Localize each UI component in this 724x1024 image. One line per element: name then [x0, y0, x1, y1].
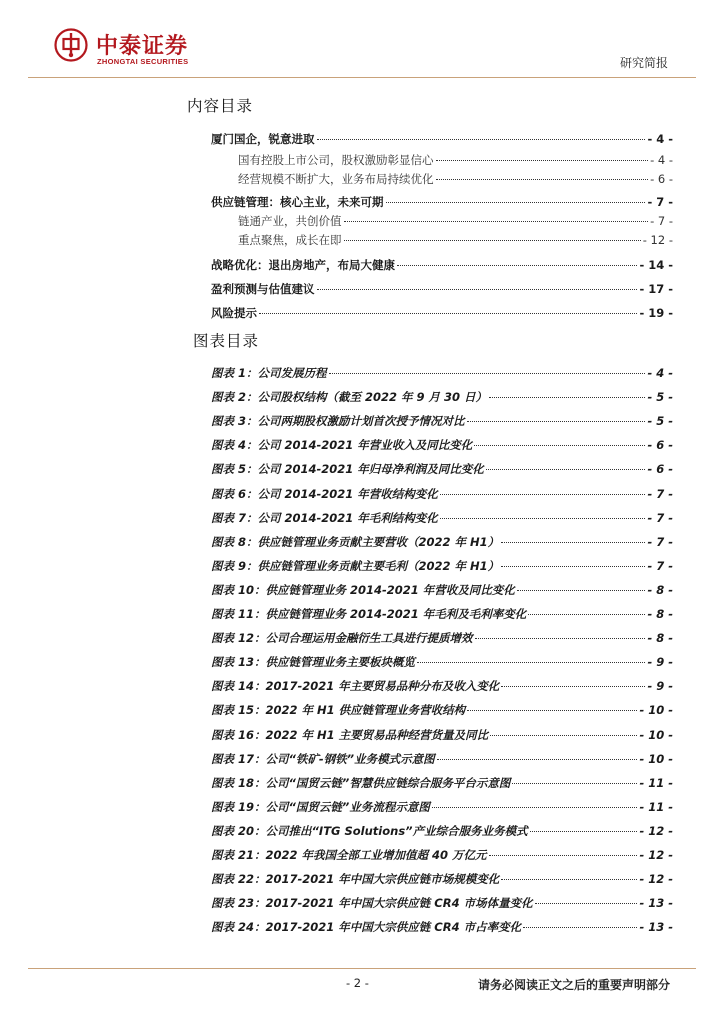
figure-item-page: - 7 - [647, 510, 673, 525]
toc-item-label: 盈利预测与估值建议 [211, 282, 315, 296]
figure-item-label: 图表 24：2017-2021 年中国大宗供应链 CR4 市占率变化 [211, 920, 522, 935]
dot-leader [467, 710, 637, 711]
figure-item-label: 图表 6：公司 2014-2021 年营收结构变化 [211, 486, 438, 501]
figure-item-page: - 13 - [639, 896, 673, 911]
toc-item[interactable] [211, 131, 673, 147]
toc-item[interactable] [211, 305, 673, 321]
figure-item-page: - 10 - [639, 703, 673, 718]
figure-item[interactable] [211, 486, 673, 502]
toc-title: 内容目录 [187, 97, 254, 115]
toc-item[interactable] [238, 213, 673, 229]
figure-item-label: 图表 4：公司 2014-2021 年营业收入及同比变化 [211, 438, 473, 453]
toc-item-page: - 6 - [650, 172, 673, 186]
figure-item-page: - 10 - [639, 751, 673, 766]
figure-item-label: 图表 1：公司发展历程 [211, 366, 327, 380]
toc-item[interactable] [238, 232, 673, 248]
figure-item-label: 图表 9：供应链管理业务贡献主要毛利（2022 年 H1） [211, 558, 500, 573]
figure-item-label: 图表 10：供应链管理业务 2014-2021 年营收及同比变化 [211, 582, 515, 597]
figure-item-label: 图表 5：公司 2014-2021 年归母净利润及同比变化 [211, 462, 484, 477]
dot-leader [329, 373, 646, 374]
toc-item-label: 经营规模不断扩大，业务布局持续优化 [238, 172, 434, 186]
figure-item-page: - 9 - [647, 679, 673, 694]
brand-name-en: ZHONGTAI SECURITIES [97, 57, 189, 66]
page-number: - 2 - [346, 976, 369, 990]
figure-item-label: 图表 22：2017-2021 年中国大宗供应链市场规模变化 [211, 872, 500, 887]
dot-leader [432, 807, 638, 808]
toc-item-label: 风险提示 [211, 306, 257, 320]
figure-item-page: - 8 - [647, 631, 673, 646]
figure-item[interactable] [211, 389, 673, 405]
toc-item-page: - 19 - [639, 306, 673, 320]
dot-leader [437, 759, 638, 760]
dot-leader [259, 313, 637, 314]
figure-item[interactable] [211, 461, 673, 477]
dot-leader [501, 566, 645, 567]
toc-item-label: 链通产业，共创价值 [238, 214, 342, 228]
figure-item-label: 图表 11：供应链管理业务 2014-2021 年毛利及毛利率变化 [211, 607, 527, 621]
figure-item-page: - 8 - [647, 607, 673, 621]
figure-item-page: - 6 - [647, 438, 673, 453]
figure-item-label: 图表 8：供应链管理业务贡献主要营收（2022 年 H1） [211, 534, 500, 549]
figure-item[interactable] [211, 510, 673, 526]
figure-item[interactable] [211, 654, 673, 670]
toc-item-page: - 7 - [650, 214, 673, 228]
figure-item-label: 图表 2：公司股权结构（截至 2022 年 9 月 30 日） [211, 390, 488, 405]
dot-leader [474, 445, 645, 446]
figure-item-page: - 11 - [639, 775, 673, 790]
figure-item-page: - 7 - [647, 534, 673, 549]
dot-leader [501, 686, 645, 687]
toc-item-page: - 4 - [647, 132, 673, 146]
figure-item[interactable] [211, 365, 673, 381]
footer-divider [28, 968, 696, 969]
figure-item-label: 图表 13：供应链管理业务主要板块概览 [211, 655, 416, 670]
figure-item[interactable] [211, 413, 673, 429]
dot-leader [440, 518, 646, 519]
dot-leader [528, 614, 645, 615]
figure-item-page: - 11 - [639, 799, 673, 814]
figure-item-page: - 12 - [639, 872, 673, 887]
dot-leader [501, 879, 637, 880]
toc-item-page: - 12 - [642, 233, 673, 247]
zhongtai-logo-icon [54, 28, 88, 62]
dot-leader [317, 289, 638, 290]
figure-item-label: 图表 7：公司 2014-2021 年毛利结构变化 [211, 510, 438, 525]
figure-item-page: - 5 - [647, 390, 673, 405]
figure-item-page: - 7 - [647, 486, 673, 501]
figure-item[interactable] [211, 558, 673, 574]
figure-item[interactable] [211, 919, 673, 935]
figure-item-label: 图表 18：公司“国贸云链”智慧供应链综合服务平台示意图 [211, 775, 511, 790]
figure-item-page: - 12 - [639, 823, 673, 838]
toc-item-page: - 7 - [647, 195, 673, 209]
dot-leader [501, 542, 645, 543]
figure-item-label: 图表 19：公司“国贸云链”业务流程示意图 [211, 799, 430, 814]
figure-item-page: - 10 - [639, 727, 673, 742]
figure-item-label: 图表 3：公司两期股权激励计划首次授予情况对比 [211, 414, 465, 429]
dot-leader [436, 179, 649, 180]
dot-leader [486, 469, 646, 470]
figure-item-page: - 7 - [647, 558, 673, 573]
figure-item-label: 图表 12：公司合理运用金融衍生工具进行提质增效 [211, 631, 473, 646]
dot-leader [436, 160, 649, 161]
toc-item-page: - 17 - [639, 282, 673, 296]
figure-item[interactable] [211, 702, 673, 718]
figure-item-page: - 5 - [647, 414, 673, 429]
figure-item[interactable] [211, 727, 673, 743]
toc-item-page: - 14 - [639, 258, 673, 272]
toc-item-page: - 4 - [650, 153, 673, 167]
figure-item-label: 图表 21：2022 年我国全部工业增加值超 40 万亿元 [211, 848, 487, 862]
figure-item-page: - 6 - [647, 462, 673, 477]
figure-item[interactable] [211, 751, 673, 767]
figure-item[interactable] [211, 871, 673, 887]
figure-item-page: - 9 - [647, 655, 673, 670]
figure-item-page: - 4 - [647, 366, 673, 380]
figure-item-page: - 12 - [639, 848, 673, 862]
toc-item-label: 供应链管理：核心主业，未来可期 [211, 195, 384, 209]
toc-item-label: 战略优化：退出房地产，布局大健康 [211, 258, 395, 272]
figures-title: 图表目录 [193, 332, 260, 350]
figure-item-page: - 13 - [639, 920, 673, 935]
dot-leader [467, 421, 646, 422]
dot-leader [517, 590, 646, 591]
dot-leader [490, 735, 637, 736]
brand-name-cn: 中泰证券 [96, 34, 189, 59]
page-header [0, 0, 724, 80]
dot-leader [386, 202, 646, 203]
toc-item-label: 厦门国企，锐意进取 [211, 132, 315, 146]
dot-leader [417, 662, 645, 663]
dot-leader [489, 397, 645, 398]
dot-leader [523, 927, 637, 928]
footer-disclaimer: 请务必阅读正文之后的重要声明部分 [477, 978, 670, 992]
document-type: 研究简报 [619, 56, 668, 70]
dot-leader [440, 494, 646, 495]
figure-item[interactable] [211, 437, 673, 453]
dot-leader [344, 240, 641, 241]
figure-item[interactable] [211, 895, 673, 911]
toc-item[interactable] [211, 257, 673, 273]
dot-leader [397, 265, 637, 266]
toc-item-label: 国有控股上市公司，股权激励彰显信心 [238, 153, 434, 167]
toc-item[interactable] [211, 281, 673, 297]
dot-leader [317, 139, 646, 140]
figure-item-label: 图表 16：2022 年 H1 主要贸易品种经营货量及同比 [211, 727, 489, 742]
toc-item[interactable] [238, 171, 673, 187]
figure-item[interactable] [211, 630, 673, 646]
dot-leader [475, 638, 646, 639]
toc-item[interactable] [238, 152, 673, 168]
dot-leader [535, 903, 638, 904]
dot-leader [489, 855, 638, 856]
figure-item-label: 图表 20：公司推出“ITG Solutions”产业综合服务业务模式 [211, 823, 528, 838]
figure-item[interactable] [211, 582, 673, 598]
figure-item[interactable] [211, 775, 673, 791]
toc-item-label: 重点聚焦，成长在即 [238, 233, 342, 247]
figure-item-label: 图表 14：2017-2021 年主要贸易品种分布及收入变化 [211, 679, 500, 694]
figure-item-label: 图表 23：2017-2021 年中国大宗供应链 CR4 市场体量变化 [211, 896, 533, 911]
figure-item[interactable] [211, 606, 673, 622]
figure-item-label: 图表 15：2022 年 H1 供应链管理业务营收结构 [211, 703, 466, 718]
figure-item[interactable] [211, 847, 673, 863]
dot-leader [512, 783, 637, 784]
figure-item[interactable] [211, 823, 673, 839]
toc-item[interactable] [211, 194, 673, 210]
figure-item[interactable] [211, 678, 673, 694]
dot-leader [344, 221, 649, 222]
figure-item-label: 图表 17：公司“铁矿-钢铁”业务模式示意图 [211, 751, 435, 766]
figure-item[interactable] [211, 799, 673, 815]
figure-item-page: - 8 - [647, 582, 673, 597]
figure-item[interactable] [211, 534, 673, 550]
dot-leader [530, 831, 638, 832]
header-divider [28, 77, 696, 78]
